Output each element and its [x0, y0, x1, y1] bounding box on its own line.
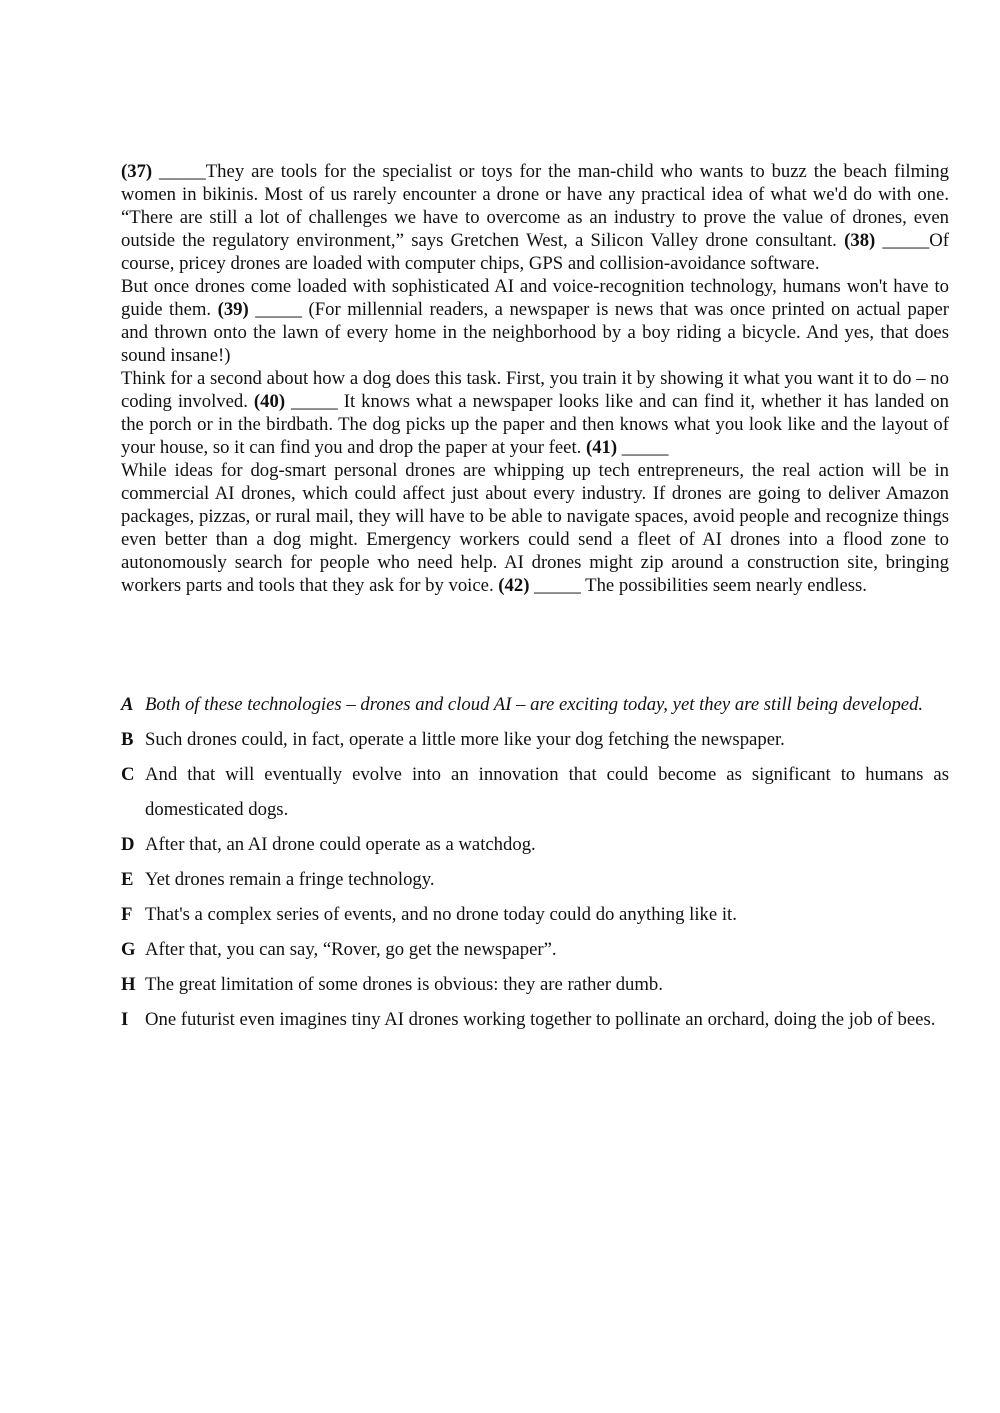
option-letter: H [121, 974, 136, 995]
option-letter: B [121, 729, 134, 750]
option-text: After that, you can say, “Rover, go get the newspaper”. [145, 939, 557, 960]
option-text: One futurist even imagines tiny AI drones working together to pollinate an orchard, doing the job of bees. [145, 1009, 936, 1030]
passage-text: _____They are tools for the specialist or toys for the man-child who wants to buzz the beach filming women in bikinis. Most of us rarely encounter a drone or have any practical idea of what we'd do with one. “There are still a lot of challenges we have to overcome as an industry to prove the value of drones, even outside the regulatory environment,” says Gretchen West, a Silicon Valley drone consultant. [121, 161, 949, 251]
passage-text: _____Of course, pricey drones are loaded with computer chips, GPS and collision-avoidance software. [121, 230, 949, 274]
passage-text: But once drones come loaded with sophisticated AI and voice-recognition technology, humans won't have to guide them. [121, 276, 949, 320]
passage-paragraph-2 [121, 275, 949, 367]
passage-paragraph-1 [121, 160, 949, 275]
gap-number-41: (41) [585, 437, 618, 458]
option-e [121, 862, 949, 897]
option-letter: G [121, 939, 136, 960]
option-text: Such drones could, in fact, operate a little more like your dog fetching the newspaper. [145, 729, 785, 750]
option-text: After that, an AI drone could operate as a watchdog. [145, 834, 536, 855]
passage-text: Think for a second about how a dog does this task. First, you train it by showing it what you want it to do – no coding involved. [121, 368, 949, 412]
option-text: The great limitation of some drones is obvious: they are rather dumb. [145, 974, 663, 995]
passage-paragraph-4 [121, 459, 949, 597]
option-a [121, 687, 949, 722]
passage-text: _____ [617, 437, 669, 458]
option-b [121, 722, 949, 757]
passage-paragraph-3 [121, 367, 949, 459]
reading-passage [121, 160, 949, 597]
option-letter: F [121, 904, 133, 925]
option-d [121, 827, 949, 862]
option-letter: E [121, 869, 134, 890]
option-c [121, 757, 949, 827]
option-text: That's a complex series of events, and no drone today could do anything like it. [145, 904, 737, 925]
option-g [121, 932, 949, 967]
passage-text: _____ It knows what a newspaper looks like and can find it, whether it has landed on the porch or in the birdbath. The dog picks up the paper and then knows what you look like and the layout of your house, so it can find you and drop the paper at your feet. [121, 391, 949, 458]
passage-text: While ideas for dog-smart personal drones are whipping up tech entrepreneurs, the real action will be in commercial AI drones, which could affect just about every industry. If drones are going to deliver Amazon packages, pizzas, or rural mail, they will have to be able to navigate spaces, avoid people and recognize things even better than a dog might. Emergency workers could send a fleet of AI drones into a flood zone to autonomously search for people who need help. AI drones might zip around a construction site, bringing workers parts and tools that they ask for by voice. [121, 460, 949, 596]
answer-options-list [121, 687, 949, 1037]
option-h [121, 967, 949, 1002]
option-text: Yet drones remain a fringe technology. [145, 869, 435, 890]
gap-number-37: (37) [121, 161, 153, 182]
gap-number-42: (42) [498, 575, 530, 596]
gap-number-40: (40) [253, 391, 286, 412]
option-f [121, 897, 949, 932]
option-text: And that will eventually evolve into an innovation that could become as significant to humans as domesticated dogs. [145, 764, 949, 820]
option-letter: A [121, 694, 134, 715]
passage-text: _____ (For millennial readers, a newspaper is news that was once printed on actual paper and thrown onto the lawn of every home in the neighborhood by a boy riding a bicycle. And yes, that does sound insane!) [121, 299, 950, 366]
option-letter: I [121, 1009, 129, 1030]
gap-number-39: (39) [217, 299, 249, 320]
gap-number-38: (38) [844, 230, 876, 251]
passage-text: _____ The possibilities seem nearly endless. [529, 575, 867, 596]
option-letter: C [121, 764, 135, 785]
option-letter: D [121, 834, 135, 855]
option-i [121, 1002, 949, 1037]
option-text: Both of these technologies – drones and cloud AI – are exciting today, yet they are still being developed. [145, 694, 924, 715]
